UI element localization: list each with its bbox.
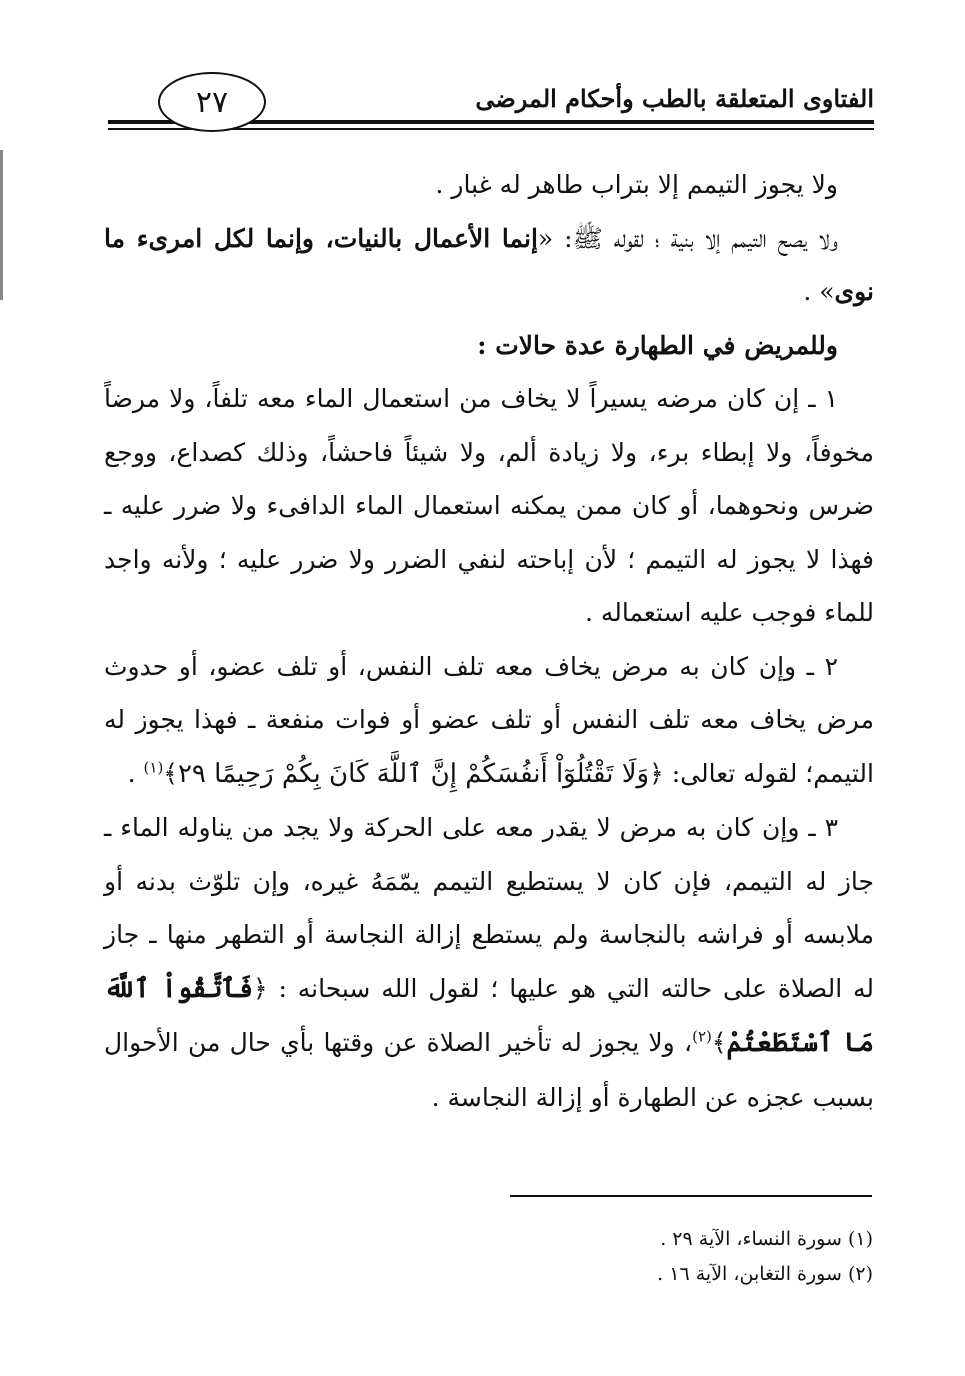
hadith-quote: إنما الأعمال بالنيات، وإنما لكل امرىء ما نوى <box>104 223 874 306</box>
scan-margin-mark <box>0 150 3 300</box>
paragraph <box>104 640 874 802</box>
paragraph <box>104 801 874 1124</box>
footnote: (١) سورة النساء، الآية ٢٩ . <box>660 1228 873 1250</box>
text-run: » . <box>803 277 835 306</box>
footnote: (٢) سورة التغابن، الآية ١٦ . <box>657 1263 873 1285</box>
paragraph: ولا يجوز التيمم إلا بتراب طاهر له غبار . <box>435 170 838 199</box>
page-number: ٢٧ <box>195 84 229 120</box>
quran-verse: فَٱتَّقُواْ ٱللَّهَ مَا ٱسْتَطَعْتُمْ <box>104 973 874 1058</box>
text-run: ﴾ <box>711 1028 727 1057</box>
text-run: ﴾ <box>163 758 178 788</box>
page-header <box>108 62 874 132</box>
footnotes <box>373 1222 873 1292</box>
text-run: ٣ ـ وإن كان به مرض لا يقدر معه على الحركة ولا يجد من يناوله الماء ـ جاز له التيمم، فإن كان لا يستطيع التيمم يمّمَهُ غيره، وإن تلوّث بدنه أو ملابسه أو فراشه بالنجاسة ولم يستطع إزالة النجاسة أو التطهر منها ـ جاز له الصلاة على حالته التي هو عليها ؛ لقول الله سبحانه : ﴿ <box>104 813 874 1003</box>
footnote-reference: (١) <box>143 758 164 777</box>
text-run: ولا يصح التيمم إلا بنية ؛ لقوله ﷺ: « <box>537 223 838 253</box>
footnote-separator <box>510 1195 872 1197</box>
text-run: . <box>127 758 144 788</box>
quran-verse: وَلَا تَقْتُلُوٓاْ أَنفُسَكُمْ إِنَّ ٱللَّهَ كَانَ بِكُمْ رَحِيمًا ٢٩ <box>177 758 650 789</box>
section-heading: وللمريض في الطهارة عدة حالات : <box>477 330 838 360</box>
text-run: ، ولا يجوز له تأخير الصلاة عن وقتها بأي حال من الأحوال بسبب عجزه عن الطهارة أو إزالة النجاسة . <box>104 1028 874 1112</box>
paragraph <box>104 212 874 319</box>
footnote-reference: (٢) <box>692 1027 712 1046</box>
running-title: الفتاوى المتعلقة بالطب وأحكام المرضى <box>475 84 874 113</box>
paragraph: ١ ـ إن كان مرضه يسيراً لا يخاف من استعمال الماء معه تلفاً، ولا مرضاً مخوفاً، ولا إبطاء برء، ولا زيادة ألم، ولا شيئاً فاحشاً، وذلك كصداع، ووجع ضرس ونحوهما، أو كان ممن يمكنه استعمال الماء الدافىء ولا ضرر عليه ـ فهذا لا يجوز له التيمم ؛ لأن إباحته لنفي الضرر ولا ضرر عليه ؛ ولأنه واجد للماء فوجب عليه استعماله . <box>104 384 874 627</box>
page-number-oval <box>158 72 266 132</box>
text-run: ٢ ـ وإن كان به مرض يخاف معه تلف النفس، أو تلف عضو، أو حدوث مرض يخاف معه تلف النفس أو تلف عضو أو فوات منفعة ـ فهذا يجوز له التيمم؛ لقوله تعالى: ﴿ <box>104 651 874 788</box>
main-text <box>104 158 874 1124</box>
